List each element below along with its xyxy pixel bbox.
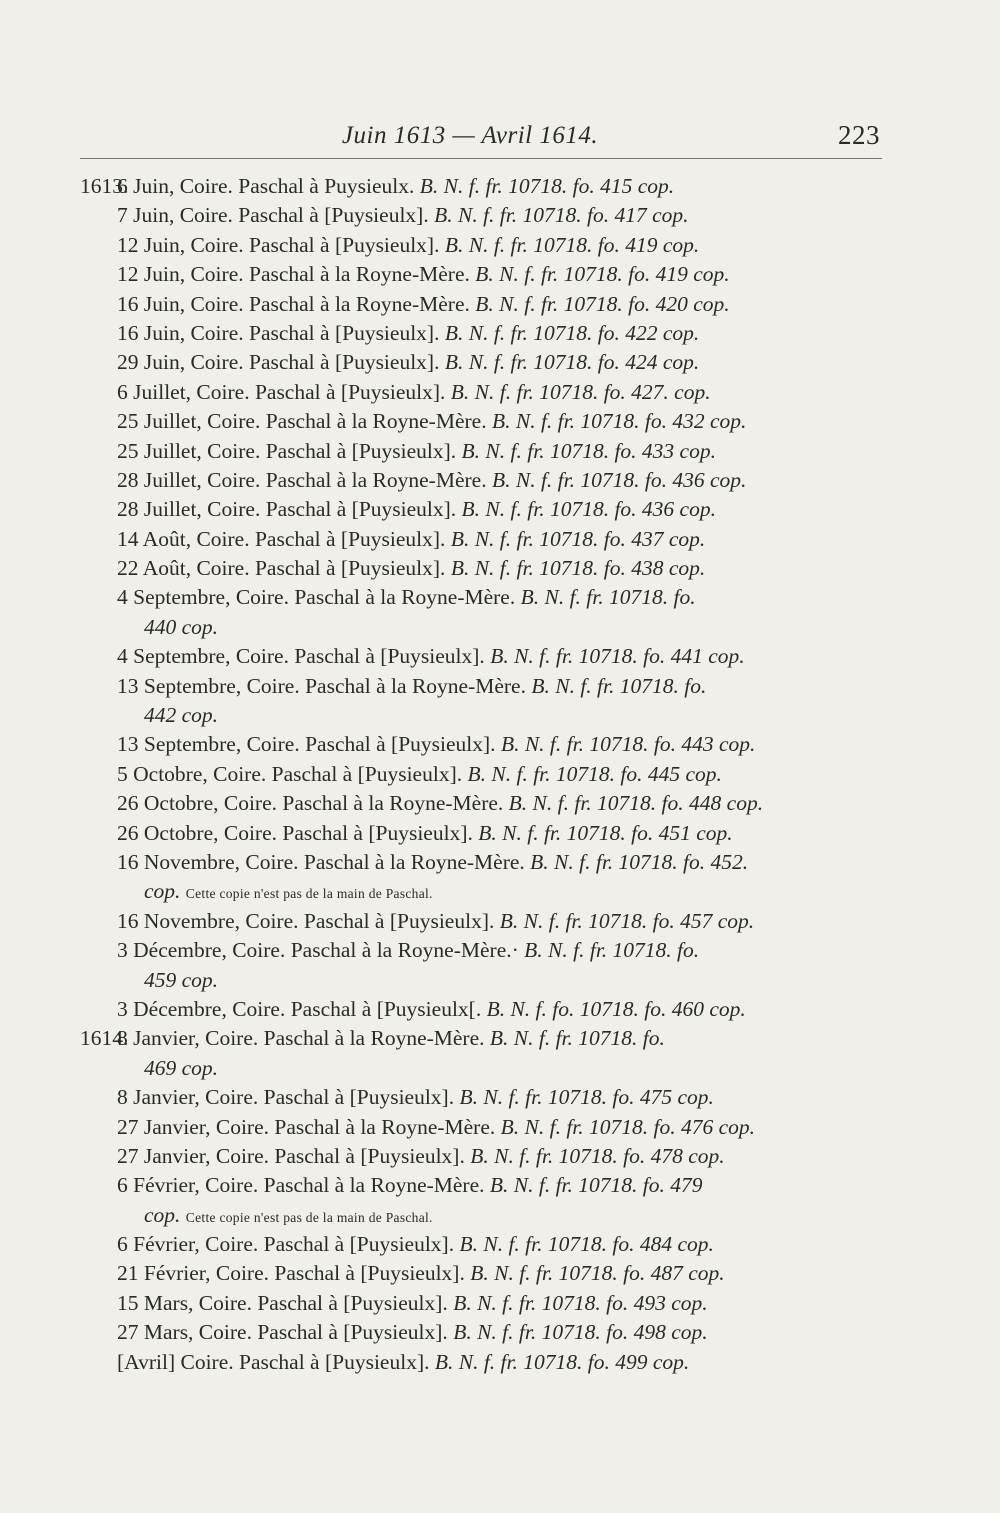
entry-text-group <box>117 1318 708 1347</box>
entry-continuation-line <box>0 1201 1000 1230</box>
entry-line <box>0 231 1000 260</box>
list-item <box>0 495 1000 524</box>
entry-text: 26 Octobre, Coire. Paschal à la Royne-Mère. <box>117 791 504 816</box>
entry-text: [Avril] Coire. Paschal à [Puysieulx]. <box>117 1349 430 1374</box>
entry-continuation: 440 cop. <box>144 614 219 639</box>
entry-text: 12 Juin, Coire. Paschal à la Royne-Mère. <box>117 262 470 287</box>
list-item <box>0 819 1000 848</box>
entry-text: 5 Octobre, Coire. Paschal à [Puysieulx]. <box>117 761 463 786</box>
entry-continuation-group <box>144 877 433 908</box>
entry-reference: B. N. f. fr. 10718. fo. 436 cop. <box>461 497 716 522</box>
entry-text: 28 Juillet, Coire. Paschal à [Puysieulx]. <box>117 497 457 522</box>
entry-year: 1614. <box>80 1026 129 1051</box>
entry-reference: B. N. f. fr. 10718. fo. 475 cop. <box>459 1085 714 1110</box>
entry-text-group <box>117 583 696 612</box>
entry-text-group <box>117 789 763 818</box>
entry-continuation: 469 cop. <box>144 1055 219 1080</box>
list-item <box>0 407 1000 436</box>
entry-line <box>0 1230 1000 1259</box>
entry-text: 25 Juillet, Coire. Paschal à la Royne-Mère. <box>117 409 487 434</box>
entry-continuation-line <box>0 966 1000 995</box>
list-item <box>0 201 1000 230</box>
entry-text-group <box>117 554 705 583</box>
entry-text-group <box>117 907 754 936</box>
entry-text-group <box>117 466 746 495</box>
entry-reference: B. N. f. fr. 10718. fo. 437 cop. <box>450 526 706 551</box>
entry-line <box>0 495 1000 524</box>
entry-reference: B. N. f. fr. 10718. fo. 441 cop. <box>490 644 745 669</box>
list-item <box>0 437 1000 466</box>
entry-line <box>0 437 1000 466</box>
entry-text: 6 Juin, Coire. Paschal à Puysieulx. <box>117 174 415 198</box>
entry-line <box>0 260 1000 289</box>
list-item <box>0 231 1000 260</box>
entry-line <box>0 1348 1000 1377</box>
entry-continuation-line <box>0 1054 1000 1083</box>
list-item <box>0 1142 1000 1171</box>
list-item <box>0 1113 1000 1142</box>
list-item <box>0 1083 1000 1112</box>
header-rule <box>80 158 882 159</box>
entry-text: 6 Juillet, Coire. Paschal à [Puysieulx]. <box>117 379 446 404</box>
entry-continuation-line <box>0 613 1000 642</box>
entry-text-group <box>117 819 733 848</box>
entry-line <box>0 290 1000 319</box>
entry-reference: B. N. f. fr. 10718. fo. 419 cop. <box>475 262 730 287</box>
entry-reference: B. N. f. fr. 10718. fo. 427. cop. <box>450 379 711 404</box>
entry-reference: B. N. f. fr. 10718. fo. 457 cop. <box>499 908 755 933</box>
entry-line <box>0 1318 1000 1347</box>
entry-line <box>0 1024 1000 1053</box>
entry-line <box>0 319 1000 348</box>
entry-text-group <box>117 231 699 260</box>
entry-continuation: cop. <box>144 1202 181 1227</box>
entry-line <box>0 819 1000 848</box>
entry-line <box>0 672 1000 701</box>
entry-text: 7 Juin, Coire. Paschal à [Puysieulx]. <box>117 203 429 228</box>
running-title: Juin 1613 — Avril 1614. <box>341 122 599 149</box>
entry-text-group <box>117 348 699 377</box>
entry-note: Cette copie n'est pas de la main de Paschal. <box>185 886 433 902</box>
entry-line <box>0 995 1000 1024</box>
entry-reference: B. N. f. fr. 10718. fo. 443 cop. <box>500 732 756 757</box>
entry-reference: B. N. f. fr. 10718. fo. 493 cop. <box>453 1290 708 1315</box>
entry-text-group <box>117 495 716 524</box>
entry-reference: B. N. f. fo. 10718. fo. 460 cop. <box>486 996 746 1021</box>
entry-line <box>0 525 1000 554</box>
entry-reference: B. N. f. fr. 10718. fo. 432 cop. <box>491 409 747 434</box>
list-item <box>0 907 1000 936</box>
entry-reference: B. N. f. fr. 10718. fo. 436 cop. <box>491 467 747 492</box>
entry-text: 3 Décembre, Coire. Paschal à la Royne-Mère.· <box>117 938 519 963</box>
entry-text-group <box>117 1142 725 1171</box>
entry-line <box>0 378 1000 407</box>
entry-text-group <box>117 642 745 671</box>
entry-text-group <box>117 1348 689 1377</box>
entry-text: 15 Mars, Coire. Paschal à [Puysieulx]. <box>117 1290 448 1315</box>
entry-continuation-line <box>0 877 1000 906</box>
entry-note: Cette copie n'est pas de la main de Paschal. <box>185 1209 433 1225</box>
entry-text-group <box>117 407 746 436</box>
entry-text: 26 Octobre, Coire. Paschal à [Puysieulx]. <box>117 820 473 845</box>
list-item <box>0 760 1000 789</box>
entry-text: 8 Janvier, Coire. Paschal à la Royne-Mère. <box>117 1026 485 1051</box>
entry-text-group <box>117 260 730 289</box>
entry-continuation: 459 cop. <box>144 967 219 992</box>
entry-text: 16 Novembre, Coire. Paschal à la Royne-Mère. <box>117 849 525 874</box>
entry-reference: B. N. f. fr. 10718. fo. 417 cop. <box>434 203 689 228</box>
list-item <box>0 848 1000 907</box>
entry-line <box>0 407 1000 436</box>
list-item <box>0 583 1000 642</box>
list-item <box>0 1230 1000 1259</box>
entry-line <box>0 583 1000 612</box>
list-item <box>0 378 1000 407</box>
entry-line <box>0 1142 1000 1171</box>
page-number: 223 <box>838 120 880 150</box>
entry-text-group <box>117 1171 703 1200</box>
entry-text: 22 Août, Coire. Paschal à [Puysieulx]. <box>117 556 446 581</box>
entry-line <box>0 554 1000 583</box>
entry-text-group <box>117 437 716 466</box>
entry-line <box>0 466 1000 495</box>
entry-reference: B. N. f. fr. 10718. fo. 415 cop. <box>419 174 675 198</box>
list-item <box>0 936 1000 995</box>
entry-text-group <box>117 760 722 789</box>
entry-reference: B. N. f. fr. 10718. fo. 451 cop. <box>478 820 733 845</box>
entry-reference: B. N. f. fr. 10718. fo. 478 cop. <box>470 1143 725 1168</box>
entry-reference: B. N. f. fr. 10718. fo. 452. <box>530 849 749 874</box>
entry-continuation-line <box>0 701 1000 730</box>
list-item <box>0 1171 1000 1230</box>
entry-text: 29 Juin, Coire. Paschal à [Puysieulx]. <box>117 350 440 375</box>
list-item <box>0 290 1000 319</box>
entry-reference: B. N. f. fr. 10718. fo. 445 cop. <box>467 761 722 786</box>
list-item <box>0 466 1000 495</box>
entry-text-group <box>117 995 746 1024</box>
entry-text-group <box>117 1113 755 1142</box>
entry-text-group <box>117 1024 665 1053</box>
entry-text: 14 Août, Coire. Paschal à [Puysieulx]. <box>117 526 446 551</box>
entry-text: 16 Juin, Coire. Paschal à la Royne-Mère. <box>117 291 470 316</box>
entry-continuation-group <box>144 1201 433 1232</box>
entry-line <box>0 789 1000 818</box>
entry-reference: B. N. f. fr. 10718. fo. 476 cop. <box>500 1114 756 1139</box>
list-item <box>0 1289 1000 1318</box>
entry-reference: B. N. f. fr. 10718. fo. 479 <box>489 1173 703 1198</box>
entry-text: 6 Février, Coire. Paschal à la Royne-Mère. <box>117 1173 485 1198</box>
entry-text-group <box>117 290 730 319</box>
entry-line <box>0 730 1000 759</box>
entry-text-group <box>117 201 689 230</box>
entry-text: 28 Juillet, Coire. Paschal à la Royne-Mère. <box>117 467 487 492</box>
entry-continuation-group <box>144 1054 218 1083</box>
entry-text-group <box>117 1259 725 1288</box>
entry-reference: B. N. f. fr. 10718. fo. 422 cop. <box>444 320 700 345</box>
entry-line <box>0 172 1000 201</box>
entry-list <box>0 172 1000 1377</box>
entry-text: 6 Février, Coire. Paschal à [Puysieulx]. <box>117 1232 455 1257</box>
entry-line <box>0 907 1000 936</box>
entry-reference: B. N. f. fr. 10718. fo. 448 cop. <box>508 791 764 816</box>
entry-line <box>0 1171 1000 1200</box>
entry-reference: B. N. f. fr. 10718. fo. 484 cop. <box>459 1232 714 1257</box>
entry-text-group <box>117 378 711 407</box>
entry-text-group <box>117 672 706 701</box>
entry-text: 13 Septembre, Coire. Paschal à la Royne-Mère. <box>117 673 526 698</box>
entry-text: 21 Février, Coire. Paschal à [Puysieulx]. <box>117 1261 465 1286</box>
entry-continuation: 442 cop. <box>144 703 219 728</box>
list-item <box>0 642 1000 671</box>
list-item <box>0 172 1000 201</box>
entry-continuation-group <box>144 701 218 730</box>
entry-line <box>0 201 1000 230</box>
list-item <box>0 1318 1000 1347</box>
entry-reference: B. N. f. fr. 10718. fo. <box>489 1026 665 1051</box>
list-item <box>0 348 1000 377</box>
entry-text: 3 Décembre, Coire. Paschal à [Puysieulx[. <box>117 996 482 1021</box>
entry-line <box>0 1113 1000 1142</box>
list-item <box>0 260 1000 289</box>
entry-continuation-group <box>144 613 218 642</box>
entry-reference: B. N. f. fr. 10718. fo. 419 cop. <box>444 232 700 257</box>
list-item <box>0 525 1000 554</box>
entry-text-group <box>117 1289 708 1318</box>
entry-text-group <box>117 525 705 554</box>
entry-year: 1613. <box>80 174 129 198</box>
entry-text: 27 Janvier, Coire. Paschal à la Royne-Mère. <box>117 1114 496 1139</box>
entry-reference: B. N. f. fr. 10718. fo. <box>520 585 696 610</box>
entry-text: 13 Septembre, Coire. Paschal à [Puysieulx]. <box>117 732 496 757</box>
entry-reference: B. N. f. fr. 10718. fo. <box>531 673 707 698</box>
list-item <box>0 730 1000 759</box>
entry-line <box>0 348 1000 377</box>
entry-text-group <box>117 730 755 759</box>
entry-line <box>0 1083 1000 1112</box>
list-item <box>0 672 1000 731</box>
entry-text-group <box>117 936 699 965</box>
entry-continuation: cop. <box>144 879 181 904</box>
entry-line <box>0 760 1000 789</box>
entry-reference: B. N. f. fr. 10718. fo. 438 cop. <box>450 556 706 581</box>
entry-reference: B. N. f. fr. 10718. fo. 498 cop. <box>453 1320 708 1345</box>
entry-line <box>0 936 1000 965</box>
entry-continuation-group <box>144 966 218 995</box>
entry-text: 16 Novembre, Coire. Paschal à [Puysieulx]. <box>117 908 495 933</box>
entry-text: 4 Septembre, Coire. Paschal à [Puysieulx]. <box>117 644 485 669</box>
entry-line <box>0 1259 1000 1288</box>
entry-text: 8 Janvier, Coire. Paschal à [Puysieulx]. <box>117 1085 455 1110</box>
list-item <box>0 789 1000 818</box>
entry-text: 27 Janvier, Coire. Paschal à [Puysieulx]. <box>117 1143 465 1168</box>
entry-text-group <box>117 1083 714 1112</box>
entry-reference: B. N. f. fr. 10718. fo. 424 cop. <box>444 350 700 375</box>
entry-text-group <box>117 848 748 877</box>
entry-text: 12 Juin, Coire. Paschal à [Puysieulx]. <box>117 232 440 257</box>
entry-reference: B. N. f. fr. 10718. fo. 499 cop. <box>434 1349 690 1374</box>
entry-reference: B. N. f. fr. 10718. fo. 487 cop. <box>470 1261 725 1286</box>
entry-text: 16 Juin, Coire. Paschal à [Puysieulx]. <box>117 320 440 345</box>
list-item <box>0 319 1000 348</box>
entry-text: 25 Juillet, Coire. Paschal à [Puysieulx]. <box>117 438 457 463</box>
running-head <box>80 120 880 160</box>
entry-reference: B. N. f. fr. 10718. fo. 420 cop. <box>475 291 730 316</box>
entry-reference: B. N. f. fr. 10718. fo. 433 cop. <box>461 438 716 463</box>
list-item <box>0 995 1000 1024</box>
entry-text-group <box>117 172 674 201</box>
list-item <box>0 554 1000 583</box>
entry-line <box>0 848 1000 877</box>
entry-reference: B. N. f. fr. 10718. fo. <box>524 938 700 963</box>
entry-line <box>0 1289 1000 1318</box>
entry-text: 27 Mars, Coire. Paschal à [Puysieulx]. <box>117 1320 448 1345</box>
list-item <box>0 1024 1000 1083</box>
list-item <box>0 1348 1000 1377</box>
entry-line <box>0 642 1000 671</box>
list-item <box>0 1259 1000 1288</box>
entry-text-group <box>117 319 699 348</box>
entry-text-group <box>117 1230 714 1259</box>
entry-text: 4 Septembre, Coire. Paschal à la Royne-Mère. <box>117 585 516 610</box>
